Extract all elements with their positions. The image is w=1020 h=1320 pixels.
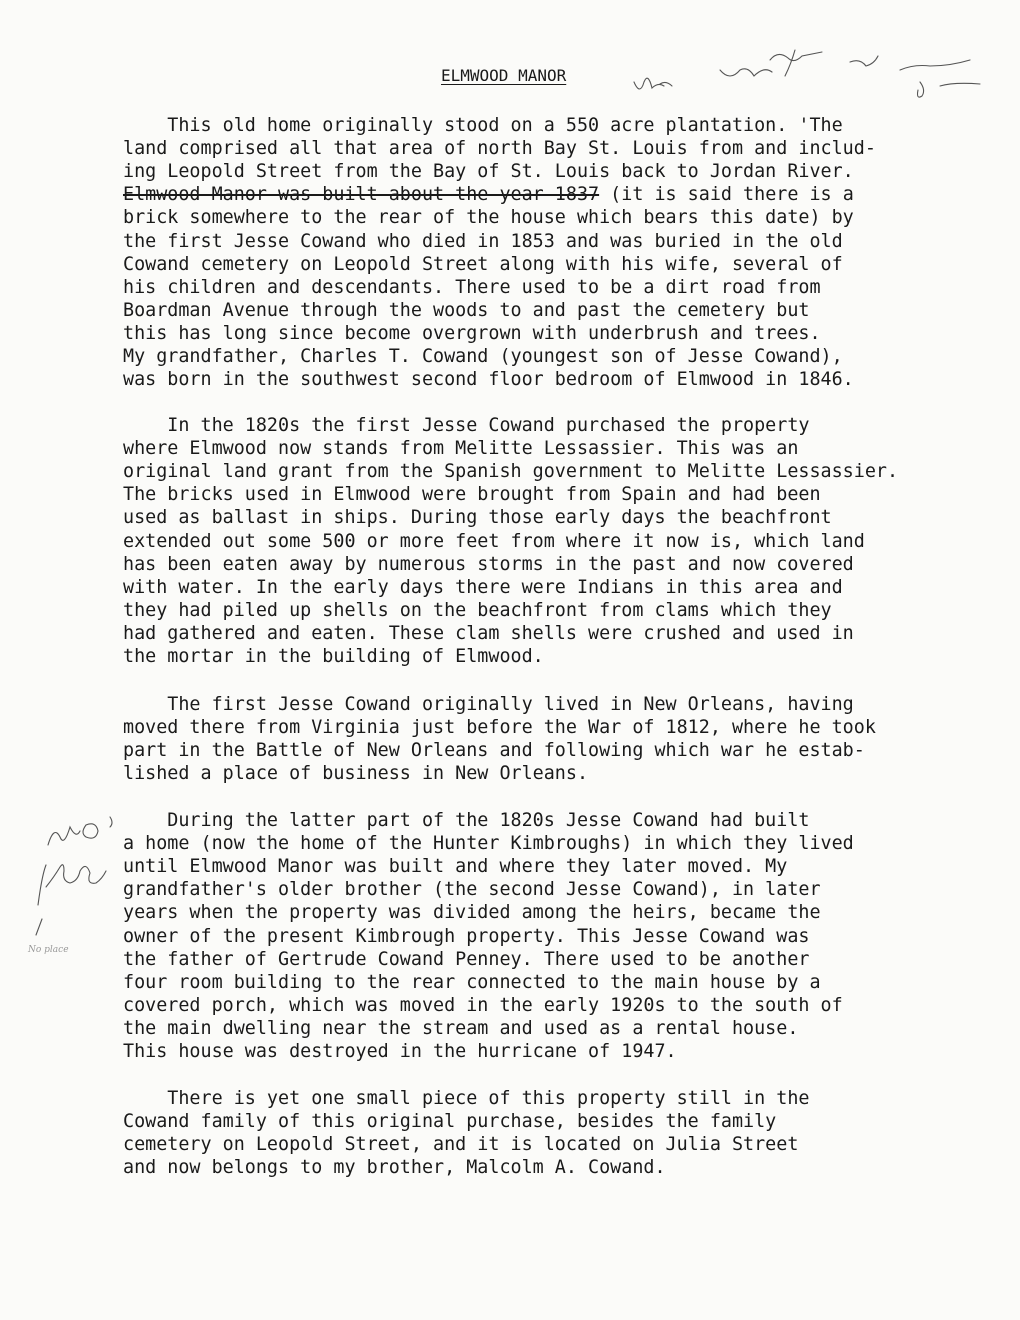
- text-line: [123, 183, 854, 206]
- text-line: the father of Gertrude Cowand Penney. There used to be another: [123, 948, 810, 970]
- document-title: ELMWOOD MANOR: [441, 66, 567, 85]
- text-line: where Elmwood now stands from Melitte Lessassier. This was an: [123, 438, 799, 460]
- struck-text: Elmwood Manor was built about the year 1837: [123, 184, 600, 206]
- text-line: In the 1820s the first Jesse Cowand purchased the property: [123, 415, 810, 436]
- text-line: This house was destroyed in the hurricane of 1947.: [123, 1041, 677, 1062]
- text-line: lished a place of business in New Orleans.: [123, 763, 589, 785]
- text-line: with water. In the early days there were Indians in this area and: [123, 576, 843, 598]
- text-line: covered porch, which was moved in the early 1920s to the south of: [123, 994, 843, 1016]
- text-line: Cowand family of this original purchase, besides the family: [123, 1111, 777, 1133]
- text-line: Cowand cemetery on Leopold Street along with his wife, several of: [123, 253, 843, 275]
- margin-note-text: No place: [28, 945, 69, 955]
- text-line: The first Jesse Cowand originally lived in New Orleans, having: [123, 694, 854, 715]
- text-line: extended out some 500 or more feet from where it now is, which land: [123, 530, 865, 552]
- text-line: During the latter part of the 1820s Jesse Cowand had built: [123, 810, 810, 831]
- text-line: used as ballast in ships. During those early days the beachfront: [123, 507, 832, 529]
- text-line: has been eaten away by numerous storms in the past and now covered: [123, 553, 854, 575]
- text-line: owner of the present Kimbrough property. This Jesse Cowand was: [123, 925, 810, 947]
- text-line: This old home originally stood on a 550 acre plantation. 'The: [123, 115, 843, 136]
- text-line-rest: (it is said there is a: [599, 184, 854, 206]
- text-line: land comprised all that area of north Bay St. Louis from and includ-: [123, 138, 876, 160]
- text-line: Boardman Avenue through the woods to and past the cemetery but: [123, 299, 810, 321]
- text-line: until Elmwood Manor was built and where they later moved. My: [123, 856, 788, 878]
- text-line: There is yet one small piece of this property still in the: [123, 1088, 810, 1109]
- text-line: the first Jesse Cowand who died in 1853 and was buried in the old: [123, 230, 843, 252]
- text-line: a home (now the home of the Hunter Kimbroughs) in which they lived: [123, 833, 854, 855]
- text-line: brick somewhere to the rear of the house which bears this date) by: [123, 207, 854, 229]
- text-line: cemetery on Leopold Street, and it is located on Julia Street: [123, 1134, 799, 1156]
- text-line: ing Leopold Street from the Bay of St. Louis back to Jordan River.: [123, 161, 854, 183]
- text-line: had gathered and eaten. These clam shells were crushed and used in: [123, 622, 854, 644]
- text-line: moved there from Virginia just before the War of 1812, where he took: [123, 717, 876, 739]
- text-line: grandfather's older brother (the second Jesse Cowand), in later: [123, 879, 821, 901]
- text-line: The bricks used in Elmwood were brought from Spain and had been: [123, 484, 821, 506]
- handwritten-margin-note-icon: [18, 795, 128, 945]
- text-line: My grandfather, Charles T. Cowand (youngest son of Jesse Cowand),: [123, 346, 843, 367]
- text-line: part in the Battle of New Orleans and following which war he estab-: [123, 740, 865, 762]
- handwritten-scribble-icon: [620, 30, 1000, 110]
- text-line: was born in the southwest second floor bedroom of Elmwood in 1846.: [123, 369, 854, 391]
- text-line: years when the property was divided among the heirs, became the: [123, 902, 821, 924]
- text-line: four room building to the rear connected to the main house by a: [123, 971, 821, 993]
- text-line: the main dwelling near the stream and used as a rental house.: [123, 1017, 799, 1039]
- text-line: and now belongs to my brother, Malcolm A. Cowand.: [123, 1157, 666, 1179]
- text-line: his children and descendants. There used to be a dirt road from: [123, 276, 821, 298]
- text-line: original land grant from the Spanish government to Melitte Lessassier.: [123, 461, 899, 483]
- text-line: the mortar in the building of Elmwood.: [123, 646, 544, 667]
- text-line: they had piled up shells on the beachfront from clams which they: [123, 599, 832, 621]
- text-line: this has long since become overgrown with underbrush and trees.: [123, 322, 821, 344]
